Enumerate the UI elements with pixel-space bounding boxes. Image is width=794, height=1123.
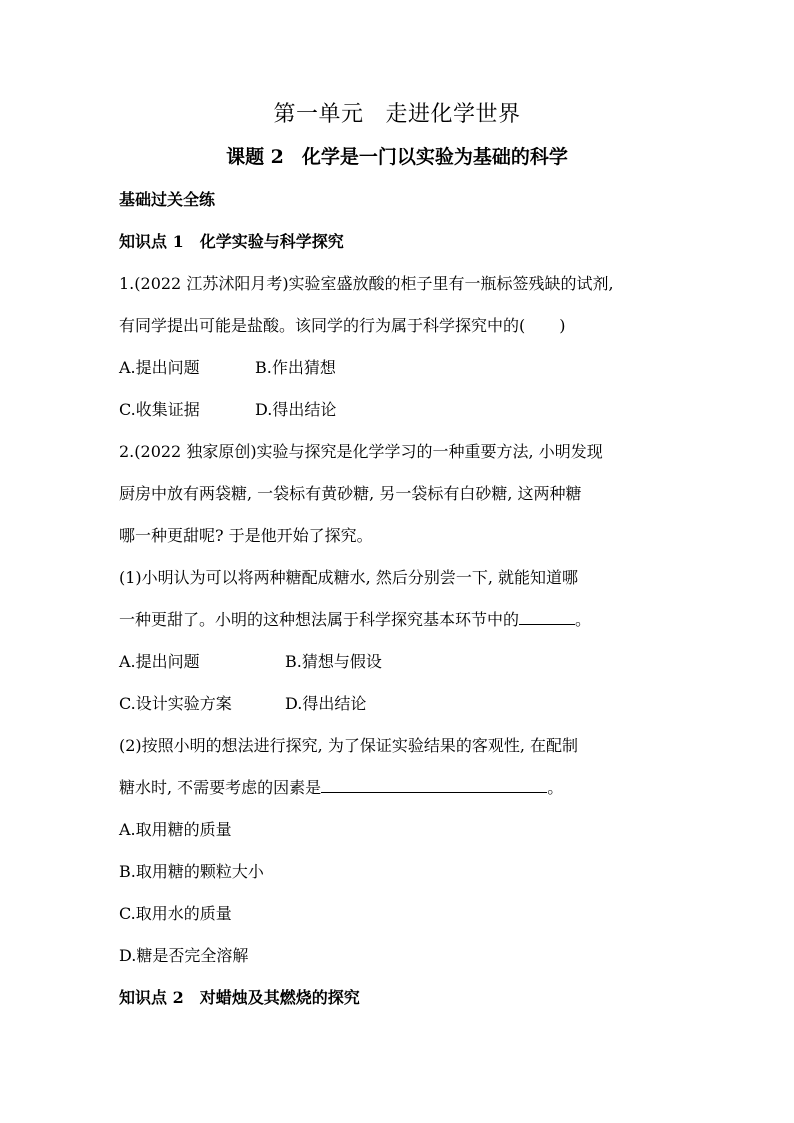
q2-sub2-option-b: B.取用糖的颗粒大小 [119,862,264,881]
section-heading: 基础过关全练 [119,190,216,209]
lesson-name: 化学是一门以实验为基础的科学 [301,146,568,168]
q2-sub2-option-a: A.取用糖的质量 [119,820,232,839]
q2-line-2: 厨房中放有两袋糖, 一袋标有黄砂糖, 另一袋标有白砂糖, 这两种糖 [119,484,582,503]
q2-sub1-option-b: B.猜想与假设 [285,652,382,671]
q2-sub1-option-a: A.提出问题 [119,652,200,671]
kp2-label: 知识点 2 [119,988,184,1007]
lesson-number: 课题 2 [226,146,284,168]
q2-sub1-option-c: C.设计实验方案 [119,694,232,713]
knowledge-point-1 [119,227,679,269]
q2-sub1-line-2: 一种更甜了。小明的这种想法属于科学探究基本环节中的 。 [119,605,679,647]
q2-line-3: 哪一种更甜呢? 于是他开始了探究。 [119,526,373,545]
unit-name: 走进化学世界 [385,102,521,127]
q2-sub2-line-2: 糖水时, 不需要考虑的因素是 。 [119,773,679,815]
answer-blank-2 [321,774,547,793]
q1-option-b: B.作出猜想 [255,358,336,377]
q2-sub1-options-row-2 [119,689,679,731]
q2-sub1-line-1: (1)小明认为可以将两种糖配成糖水, 然后分别尝一下, 就能知道哪 [119,568,579,587]
unit-number: 第一单元 [273,102,364,127]
q1-line-1: 1.(2022 江苏沭阳月考)实验室盛放酸的柜子里有一瓶标签残缺的试剂, [119,274,614,293]
q1-option-a: A.提出问题 [119,358,200,377]
q2-sub2-option-d: D.糖是否完全溶解 [119,946,249,965]
answer-blank-1 [519,606,575,625]
knowledge-point-2 [119,983,679,1025]
q1-option-d: D.得出结论 [255,400,337,419]
q1-options-row-2 [119,395,679,437]
q2-sub2-option-c: C.取用水的质量 [119,904,232,923]
lesson-title [0,142,794,172]
kp2-title: 对蜡烛及其燃烧的探究 [199,988,360,1007]
kp1-title: 化学实验与科学探究 [199,232,344,251]
q2-line-1: 2.(2022 独家原创)实验与探究是化学学习的一种重要方法, 小明发现 [119,442,603,461]
q1-line-2: 有同学提出可能是盐酸。该同学的行为属于科学探究中的( ) [119,316,566,335]
q1-option-c: C.收集证据 [119,400,200,419]
q2-sub1-options-row-1 [119,647,679,689]
q2-sub2-line-1: (2)按照小明的想法进行探究, 为了保证实验结果的客观性, 在配制 [119,736,579,755]
q2-sub1-option-d: D.得出结论 [285,694,367,713]
content [119,185,679,1025]
unit-title [0,99,794,131]
kp1-label: 知识点 1 [119,232,184,251]
q1-options-row-1 [119,353,679,395]
